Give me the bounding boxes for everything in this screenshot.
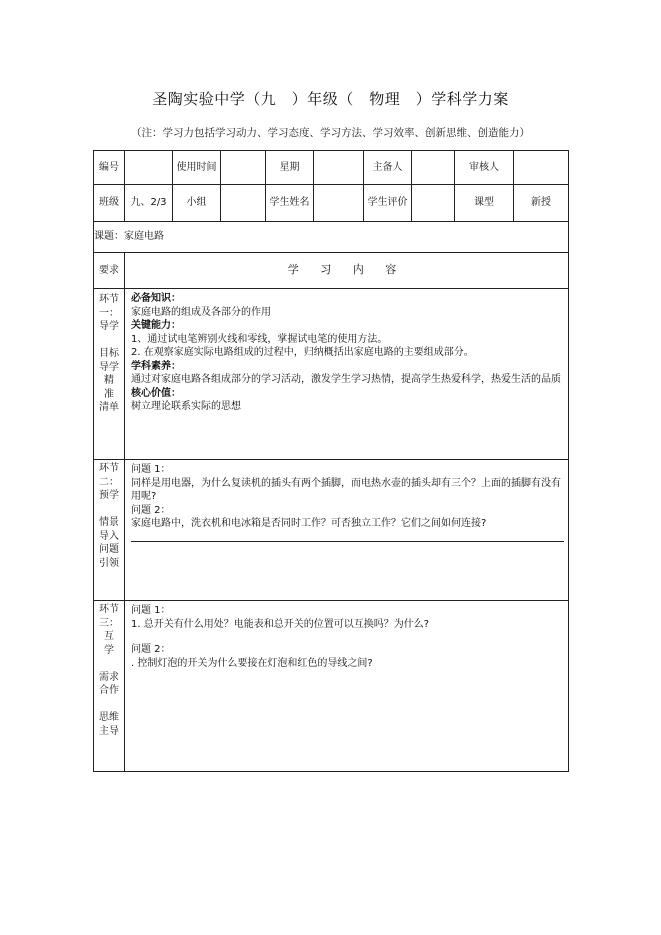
requirements-row [94, 253, 569, 289]
section2-label-line: 环节 [99, 463, 119, 474]
preparer-value [412, 151, 455, 185]
section3-label-line [94, 698, 124, 712]
section3-label-line: 互 [104, 631, 114, 642]
section2-label [94, 460, 125, 601]
s3-q2-title: 问题 2： [131, 644, 171, 655]
lesson-plan-table [93, 150, 569, 772]
s2-q1: 同样是用电器，为什么复读机的插头有两个插脚，而电热水壶的插头却有三个？上面的插脚有没有用呢? [131, 477, 561, 502]
page-note: （注：学习力包括学习动力、学习态度、学习方法、学习效率、创新思维、创造能力） [131, 127, 530, 139]
required-knowledge-title: 必备知识： [131, 293, 181, 304]
info-row-1 [94, 151, 569, 185]
section2-label-line: 导入 [99, 530, 119, 542]
use-time-value [221, 151, 266, 185]
info-row-2 [94, 185, 569, 222]
section3-label-lines [94, 603, 124, 738]
literacy-title: 学科素养： [131, 360, 181, 372]
section3-label-line: 需求 [99, 671, 119, 683]
answer-line [131, 541, 564, 576]
number-label: 编号 [94, 151, 125, 185]
section1-label [94, 289, 125, 460]
group-value [221, 185, 266, 222]
preparer-label: 主备人 [364, 151, 412, 185]
section1-label-line: 准 [104, 388, 114, 400]
spacer [131, 631, 564, 643]
core-value-title: 核心价值： [131, 387, 181, 399]
section1-label-line [94, 334, 124, 348]
section2-row [94, 460, 569, 601]
reviewer-value [514, 151, 569, 185]
class-value: 九、2/3 [125, 185, 173, 222]
section2-label-line: 预学 [99, 490, 119, 501]
requirements-label: 要求 [94, 253, 125, 289]
section1-label-line: 清单 [99, 402, 119, 413]
key-ability-1: 1、通过试电笔辨别火线和零线，掌握试电笔的使用方法。 [131, 333, 388, 345]
section2-content [125, 460, 569, 601]
topic-text: 课题：家庭电路 [94, 222, 569, 253]
section2-label-line: 引领 [99, 557, 119, 569]
section1-label-line: 精 [104, 375, 114, 386]
content-header: 学 习 内 容 [125, 253, 569, 289]
section3-row [94, 601, 569, 772]
s3-q2: . 控制灯泡的开关为什么要接在灯泡和红色的导线之间? [131, 657, 373, 669]
s2-q2: 家庭电路中，洗衣机和电冰箱是否同时工作？可否独立工作？它们之间如何连接? [131, 518, 487, 529]
section3-content [125, 601, 569, 772]
section1-label-line: 一： [99, 307, 119, 319]
section2-label-line: 情景 [99, 517, 119, 528]
s3-q1-title: 问题 1： [131, 605, 171, 616]
section2-label-line: 二： [99, 476, 119, 488]
section3-label [94, 601, 125, 772]
page-title: 圣陶实验中学（九 ）年级（ 物理 ）学科学力案 [152, 90, 509, 108]
section3-label-line: 三： [99, 617, 119, 629]
weekday-label: 星期 [266, 151, 314, 185]
literacy: 通过对家庭电路各组成部分的学习活动，激发学生学习热情，提高学生热爱科学，热爱生活的品质 [131, 374, 561, 385]
s2-q2-title: 问题 2： [131, 504, 171, 516]
section1-label-line: 环节 [99, 294, 119, 305]
key-ability-2: 2. 在观察家庭实际电路组成的过程中，归纳概括出家庭电路的主要组成部分。 [131, 347, 474, 358]
lesson-type-label: 课型 [455, 185, 514, 222]
section1-label-line: 导学 [99, 321, 119, 332]
section3-label-line: 合作 [99, 685, 119, 696]
section2-label-lines [94, 462, 124, 570]
section3-label-line: 思维 [99, 712, 119, 723]
student-eval-label: 学生评价 [364, 185, 412, 222]
section3-label-line: 环节 [99, 604, 119, 615]
class-label: 班级 [94, 185, 125, 222]
reviewer-label: 审核人 [455, 151, 514, 185]
s3-q1: 1. 总开关有什么用处？电能表和总开关的位置可以互换吗？为什么? [131, 618, 430, 630]
section1-label-line: 导学 [99, 361, 119, 373]
key-ability-title: 关键能力： [131, 320, 181, 331]
section2-label-line: 问题 [99, 544, 119, 555]
section3-label-line: 学 [104, 644, 114, 656]
group-label: 小组 [173, 185, 221, 222]
lesson-type-value: 新授 [514, 185, 569, 222]
student-name-value [314, 185, 364, 222]
section2-label-line [94, 503, 124, 517]
section1-label-line: 目标 [99, 348, 119, 359]
required-knowledge: 家庭电路的组成及各部分的作用 [131, 306, 271, 318]
topic-row [94, 222, 569, 253]
number-value [125, 151, 173, 185]
weekday-value [314, 151, 364, 185]
core-value: 树立理论联系实际的思想 [131, 401, 241, 412]
student-name-label: 学生姓名 [266, 185, 314, 222]
section1-content [125, 289, 569, 460]
section3-label-line: 主导 [99, 725, 119, 737]
s2-q1-title: 问题 1： [131, 464, 171, 475]
use-time-label: 使用时间 [173, 151, 221, 185]
section1-label-lines [94, 293, 124, 415]
section1-row [94, 289, 569, 460]
section3-label-line [94, 657, 124, 671]
student-eval-value [412, 185, 455, 222]
